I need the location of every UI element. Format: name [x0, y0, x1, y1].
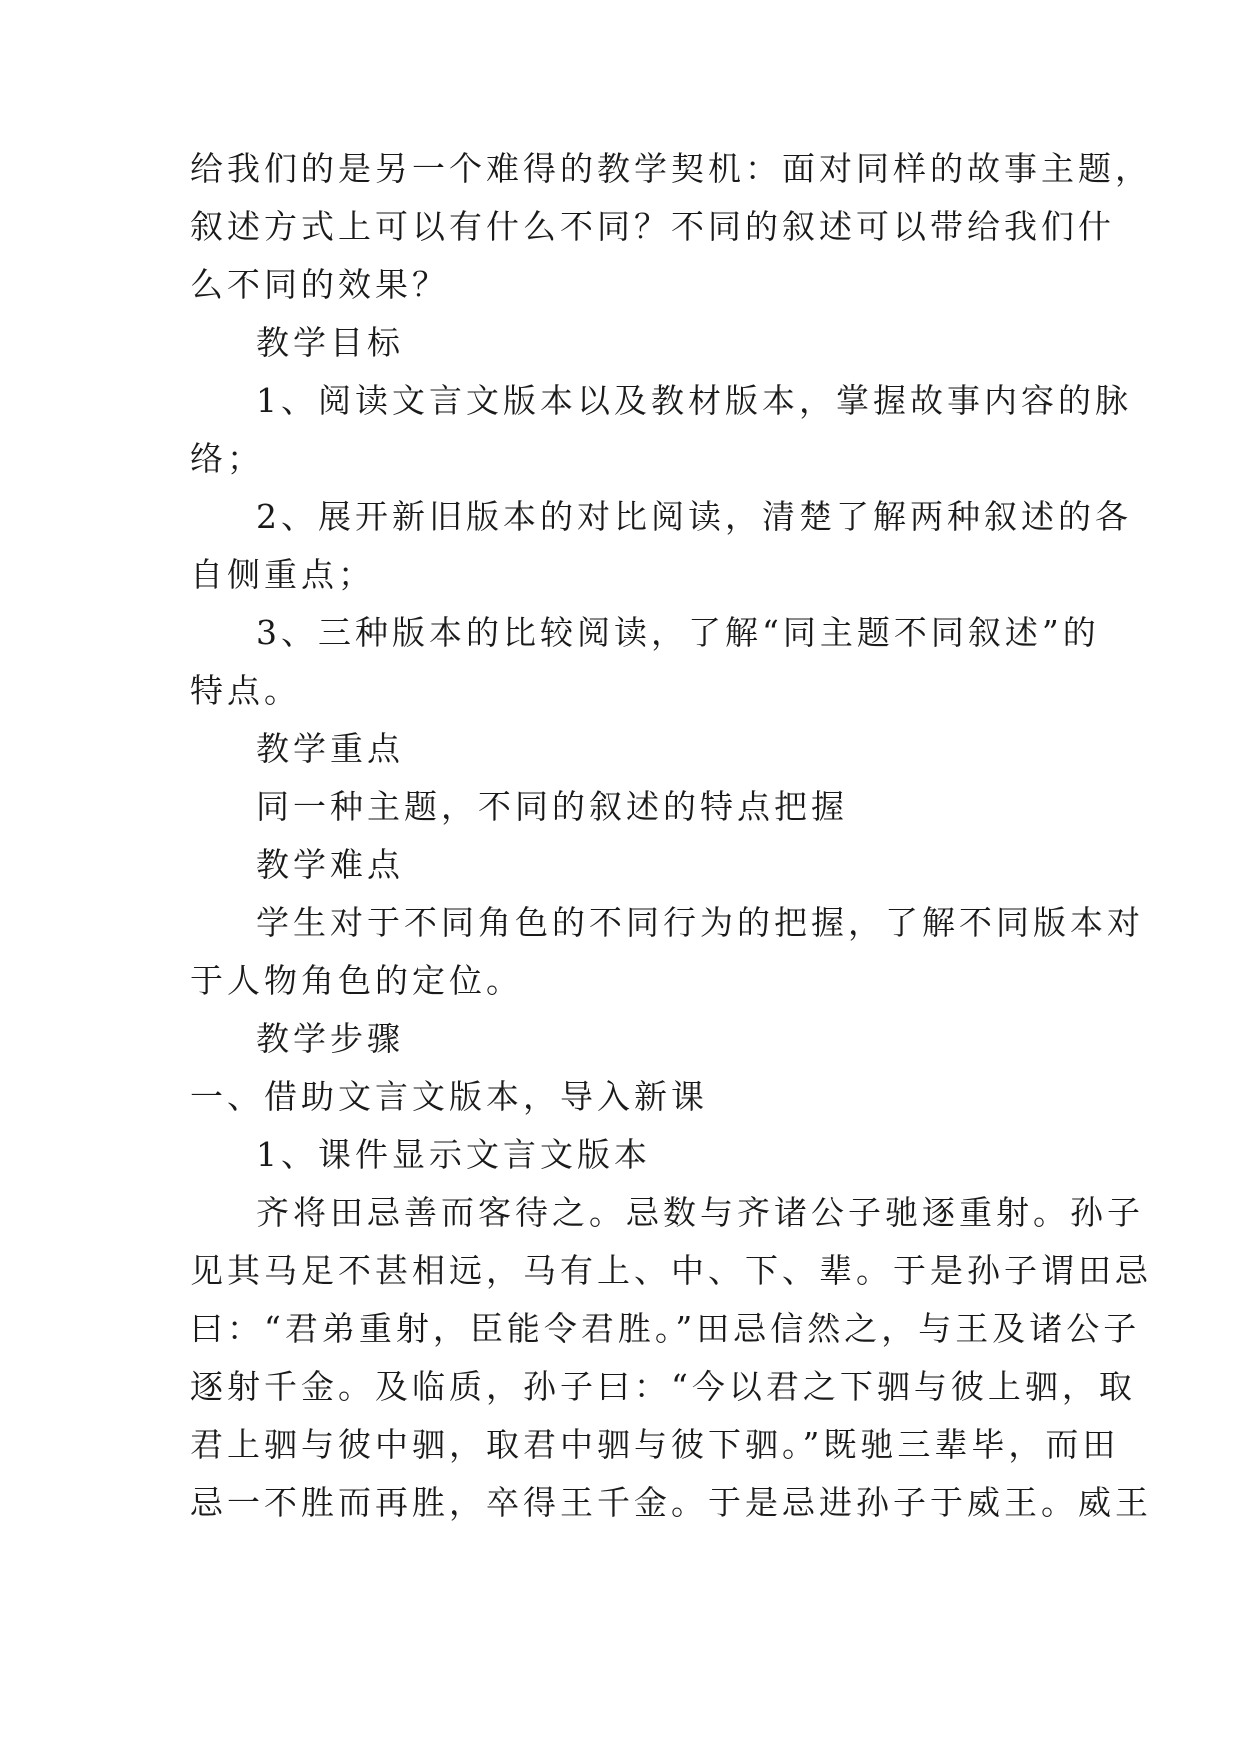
list-item: 2、展开新旧版本的对比阅读，清楚了解两种叙述的各 — [256, 497, 1132, 536]
section-heading: 教学难点 — [256, 845, 404, 884]
classical-text-line: 曰：“君弟重射，臣能令君胜。”田忌信然之，与王及诸公子 — [190, 1309, 1141, 1348]
body-line: 特点。 — [190, 671, 301, 710]
classical-text-line: 忌一不胜而再胜，卒得王千金。于是忌进孙子于威王。威王 — [190, 1483, 1152, 1522]
step-heading: 一、借助文言文版本，导入新课 — [190, 1077, 708, 1116]
body-line: 于人物角色的定位。 — [190, 961, 523, 1000]
body-line: 同一种主题，不同的叙述的特点把握 — [256, 787, 848, 826]
body-line: 自侧重点； — [190, 555, 375, 594]
body-line: 给我们的是另一个难得的教学契机：面对同样的故事主题， — [190, 149, 1152, 188]
list-item: 3、三种版本的比较阅读，了解“同主题不同叙述”的 — [256, 613, 1100, 652]
classical-text-line: 见其马足不甚相远，马有上、中、下、辈。于是孙子谓田忌 — [190, 1251, 1152, 1290]
body-line: 么不同的效果？ — [190, 265, 449, 304]
section-heading: 教学步骤 — [256, 1019, 404, 1058]
section-heading: 教学目标 — [256, 323, 404, 362]
body-line: 叙述方式上可以有什么不同？不同的叙述可以带给我们什 — [190, 207, 1115, 246]
classical-text-line: 君上驷与彼中驷，取君中驷与彼下驷。”既驰三辈毕，而田 — [190, 1425, 1120, 1464]
list-item: 1、课件显示文言文版本 — [256, 1135, 651, 1174]
classical-text-line: 逐射千金。及临质，孙子曰：“今以君之下驷与彼上驷，取 — [190, 1367, 1136, 1406]
list-item: 1、阅读文言文版本以及教材版本，掌握故事内容的脉 — [256, 381, 1132, 420]
section-heading: 教学重点 — [256, 729, 404, 768]
body-line: 学生对于不同角色的不同行为的把握，了解不同版本对 — [256, 903, 1144, 942]
body-line: 络； — [190, 439, 264, 478]
classical-text-line: 齐将田忌善而客待之。忌数与齐诸公子驰逐重射。孙子 — [256, 1193, 1144, 1232]
document-body — [190, 140, 1152, 1532]
